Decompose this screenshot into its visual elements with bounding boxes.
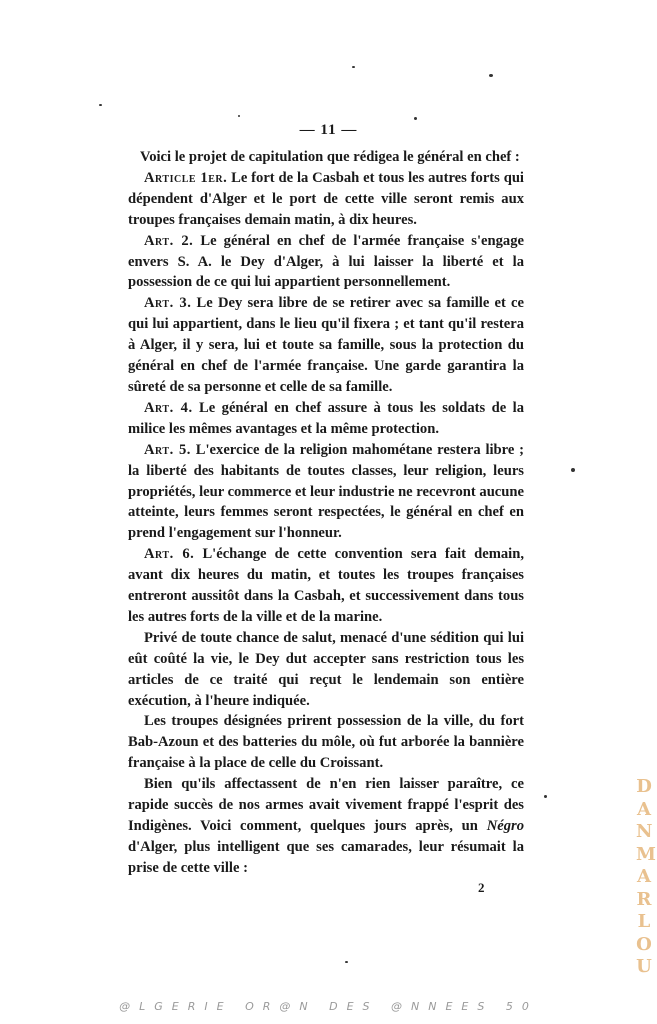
- paragraph-text-after: d'Alger, plus intelligent que ses camarades, leur résumait la prise de cette ville :: [128, 838, 524, 876]
- paragraph-text: Bien qu'ils affectassent de n'en rien laisser paraître, ce rapide succès de nos armes avait vivement frappé l'esprit des Indigènes. Voici comment, quelques jours après, un: [128, 776, 524, 834]
- article-label: Article 1er.: [144, 169, 228, 186]
- paragraph-text: Le fort de la Casbah et tous les autres forts qui dépendent d'Alger et le port de cette ville seront remis aux troupes françaises demain matin, à dix heures.: [128, 169, 524, 228]
- paragraph-troops: [128, 711, 524, 774]
- paragraph-article-4: [128, 398, 524, 440]
- paragraph-text: Privé de toute chance de salut, menacé d'une sédition qui lui eût coûté la vie, le Dey dut accepter sans restriction tous les articles de ce traité qui reçut le lendemain son entière exécution, à l'heure indiquée.: [128, 629, 524, 709]
- scan-speck: [489, 74, 493, 77]
- footer-watermark: @LGERIE OR@N DES @NNEES 50: [119, 1000, 538, 1013]
- paragraph-intro: [128, 147, 524, 168]
- side-watermark: DANMARLOU: [636, 776, 656, 977]
- paragraph-text: Le Dey sera libre de se retirer avec sa famille et ce qui lui appartient, dans le lieu qu'il fixera ; et tant qu'il restera à Alger, il y sera, lui et toute sa famille, sous la protection du général en chef de l'armée française. Une garde garantira la sûreté de sa personne et celle de sa famille.: [128, 295, 524, 395]
- paragraph-text: Le général en chef de l'armée française s'engage envers S. A. le Dey d'Alger, à lui laisser la liberté et la possession de ce qui lui appartient personnellement.: [128, 232, 524, 291]
- signature-mark: 2: [478, 880, 485, 895]
- paragraph-article-3: [128, 293, 524, 398]
- paragraph-text: L'échange de cette convention sera fait demain, avant dix heures du matin, et toutes les troupes françaises entreront aussitôt dans la Casbah, et successivement dans tous les autres forts de la ville et de la marine.: [128, 546, 524, 625]
- paragraph-article-2: [128, 231, 524, 294]
- article-label: Art. 4.: [144, 399, 193, 416]
- paragraph-text: L'exercice de la religion mahométane restera libre ; la liberté des habitants de toutes classes, leur religion, leurs propriétés, leur commerce et leur industrie ne recevront aucune atteinte, leurs femmes seront respectées, le général en chef en prend l'engagement sur l'honneur.: [128, 441, 525, 542]
- scan-speck: [345, 961, 348, 963]
- paragraph-dey-surrender: [128, 628, 524, 712]
- page-number: — 11 —: [299, 122, 358, 138]
- article-label: Art. 3.: [144, 295, 192, 312]
- article-label: Art. 5.: [144, 441, 191, 458]
- paragraph-text: Voici le projet de capitulation que rédigea le général en chef :: [140, 149, 520, 165]
- paragraph-article-6: [128, 544, 524, 628]
- article-label: Art. 2.: [144, 232, 194, 249]
- scan-speck: [414, 117, 417, 120]
- scan-speck: [352, 66, 355, 68]
- scan-speck: [544, 795, 547, 798]
- article-label: Art. 6.: [144, 546, 195, 563]
- paragraph-text: Les troupes désignées prirent possession de la ville, du fort Bab-Azoun et des batteries du môle, où fut arborée la bannière française à la place de celle du Croissant.: [128, 713, 524, 772]
- scan-speck: [571, 468, 575, 472]
- scan-speck: [99, 104, 102, 106]
- body-text: [128, 147, 524, 879]
- paragraph-article-1: [128, 168, 524, 231]
- paragraph-article-5: [128, 440, 524, 545]
- scan-speck: [238, 115, 240, 117]
- paragraph-negro: [128, 774, 524, 879]
- paragraph-text: Le général en chef assure à tous les soldats de la milice les mêmes avantages et la même protection.: [128, 399, 524, 437]
- italic-word: Négro: [486, 818, 524, 834]
